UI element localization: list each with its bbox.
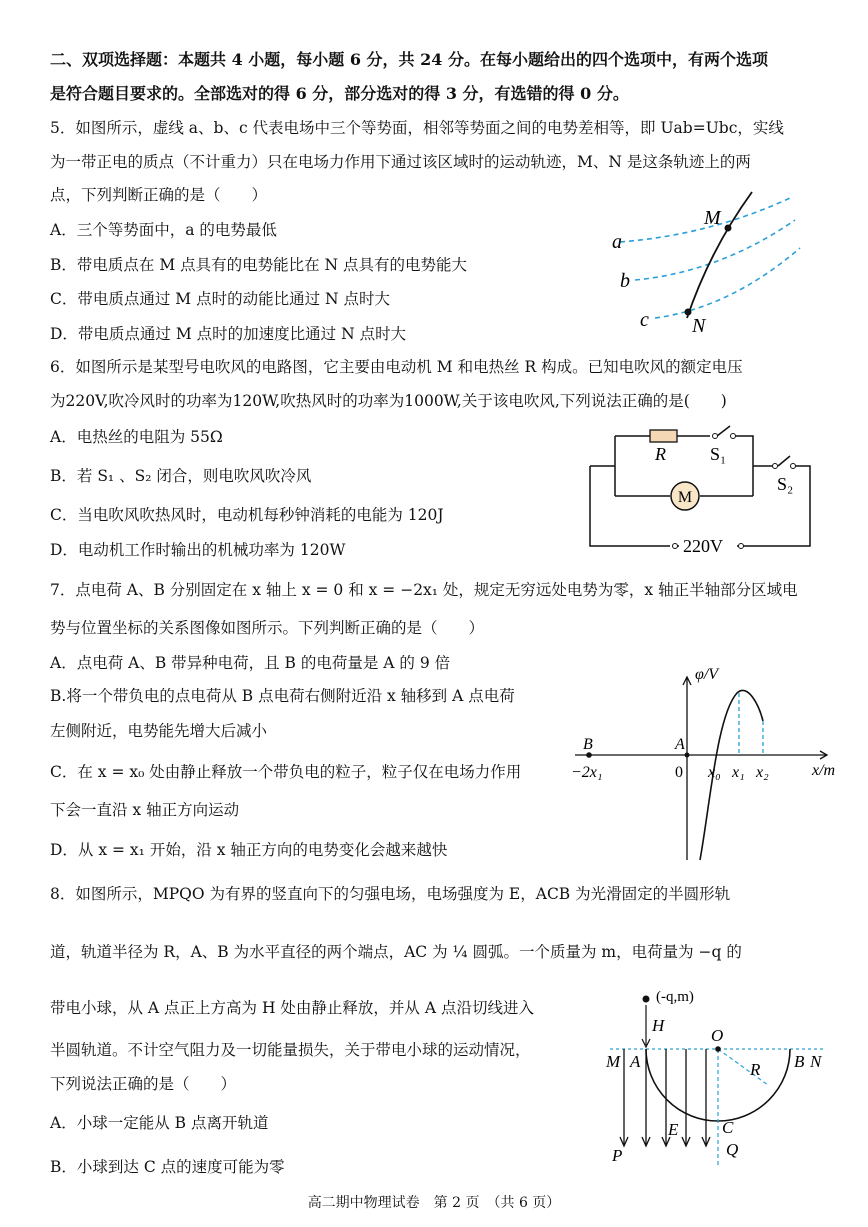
resistor-R <box>650 430 677 442</box>
q5-equipotential-figure <box>600 190 810 340</box>
q8-stem-line3: 带电小球，从 A 点正上方高为 H 处由静止释放，并从 A 点沿切线进入 <box>50 999 534 1017</box>
label-Q: Q <box>726 1140 739 1159</box>
q7-option-d: D．从 x = x₁ 开始，沿 x 轴正方向的电势变化会越来越快 <box>50 841 448 859</box>
label-charge-mass: (-q,m) <box>656 989 694 1005</box>
label-O: O <box>711 1026 724 1045</box>
q5-option-b: B．带电质点在 M 点具有的电势能比在 N 点具有的电势能大 <box>50 256 468 274</box>
q5-option-a: A．三个等势面中，a 的电势最低 <box>50 221 277 239</box>
switch-s2 <box>778 456 790 466</box>
label-x2: x₂ <box>756 764 769 781</box>
q7-stem-line2: 势与位置坐标的关系图像如图所示。下列判断正确的是（ ） <box>50 619 485 637</box>
center-O <box>715 1046 721 1052</box>
q7-option-c-line1: C．在 x = x₀ 处由静止释放一个带负电的粒子，粒子仅在电场力作用 <box>50 763 522 781</box>
label-b: b <box>620 270 630 292</box>
label-E: E <box>668 1120 679 1139</box>
q6-stem-line2: 为220V,吹冷风时的功率为120W,吹热风时的功率为1000W,关于该电吹风,下列说法正确的是( ) <box>50 392 727 410</box>
q7-option-b-line1: B.将一个带负电的点电荷从 B 点电荷右侧附近沿 x 轴移到 A 点电荷 <box>50 687 515 705</box>
label-phi: φ/V <box>695 666 719 683</box>
q6-option-c: C．当电吹风吹热风时，电动机每秒钟消耗的电能为 120J <box>50 506 444 524</box>
q5-option-c: C．带电质点通过 M 点时的动能比通过 N 点时大 <box>50 290 391 308</box>
q7-option-a: A．点电荷 A、B 带异种电荷，且 B 的电荷量是 A 的 9 倍 <box>50 654 451 672</box>
point-A <box>685 753 690 758</box>
label-R: R <box>655 444 666 464</box>
q7-potential-graph <box>565 665 845 865</box>
q8-stem-line2: 道，轨道半径为 R，A、B 为水平直径的两个端点，AC 为 ¼ 圆弧。一个质量为 m，电荷量为 −q 的 <box>50 943 742 961</box>
section-title-line1: 二、双项选择题：本题共 4 小题，每小题 6 分，共 24 分。在每小题给出的四个选项中，有两个选项 <box>50 50 768 69</box>
point-M <box>725 225 732 232</box>
q5-stem-line1: 5．如图所示，虚线 a、b、c 代表电场中三个等势面，相邻等势面之间的电势差相等，即 Uab=Ubc，实线 <box>50 119 784 137</box>
q8-stem-line5: 下列说法正确的是（ ） <box>50 1075 237 1093</box>
q6-stem-line1: 6．如图所示是某型号电吹风的电路图，它主要由电动机 M 和电热丝 R 构成。已知电吹风的额定电压 <box>50 358 743 376</box>
q6-option-b: B．若 S₁ 、S₂ 闭合，则电吹风吹冷风 <box>50 467 312 485</box>
q8-stem-line4: 半圆轨道。不计空气阻力及一切能量损失，关于带电小球的运动情况， <box>50 1041 531 1059</box>
section-title-line2: 是符合题目要求的。全部选对的得 6 分，部分选对的得 3 分，有选错的得 0 分。 <box>50 84 629 103</box>
radius-line <box>718 1049 768 1085</box>
q6-option-a: A．电热丝的电阻为 55Ω <box>50 428 223 446</box>
charged-ball <box>643 996 650 1003</box>
q8-field-figure <box>600 985 835 1175</box>
q8-option-a: A．小球一定能从 B 点离开轨道 <box>50 1114 269 1132</box>
label-H: H <box>652 1016 665 1035</box>
q7-stem-line1: 7．点电荷 A、B 分别固定在 x 轴上 x = 0 和 x = −2x₁ 处，规定无穷远处电势为零，x 轴正半轴部分区域电 <box>50 581 798 599</box>
label-x0: x₀ <box>708 764 721 781</box>
q5-option-d: D．带电质点通过 M 点时的加速度比通过 N 点时大 <box>50 325 407 343</box>
label-R: R <box>750 1060 761 1079</box>
label-M: M <box>704 207 721 229</box>
label-N: N <box>692 315 706 337</box>
label-S2: S₂ <box>777 474 794 494</box>
label-neg2x1: −2x₁ <box>571 764 603 781</box>
q8-option-b: B．小球到达 C 点的速度可能为零 <box>50 1158 285 1176</box>
label-0: 0 <box>675 764 683 781</box>
q7-option-c-line2: 下会一直沿 x 轴正方向运动 <box>50 801 240 819</box>
label-c: c <box>640 309 649 331</box>
label-B: B <box>583 736 593 753</box>
label-B: B <box>794 1052 805 1071</box>
label-A: A <box>675 736 685 753</box>
label-A: A <box>630 1052 641 1071</box>
label-a: a <box>612 231 622 253</box>
q6-circuit-figure <box>585 418 820 563</box>
switch-s1 <box>717 426 730 436</box>
q7-option-b-line2: 左侧附近，电势能先增大后减小 <box>50 722 268 740</box>
point-B <box>586 752 592 758</box>
label-motor: M <box>677 489 693 506</box>
q8-stem-line1: 8．如图所示，MPQO 为有界的竖直向下的匀强电场，电场强度为 E，ACB 为光滑固定的半圆形轨 <box>50 885 731 903</box>
q6-option-d: D．电动机工作时输出的机械功率为 120W <box>50 541 346 559</box>
label-S1: S₁ <box>710 444 727 464</box>
q5-stem-line3: 点，下列判断正确的是（ ） <box>50 186 268 204</box>
label-N: N <box>810 1052 822 1071</box>
label-x1: x₁ <box>732 764 745 781</box>
label-M: M <box>606 1052 621 1071</box>
page-footer: 高二期中物理试卷 第 2 页 （共 6 页） <box>307 1195 561 1211</box>
label-P: P <box>612 1146 623 1165</box>
point-N <box>685 309 692 316</box>
q5-stem-line2: 为一带正电的质点（不计重力）只在电场力作用下通过该区域时的运动轨迹，M、N 是这条轨迹上的两 <box>50 153 751 171</box>
label-C: C <box>722 1118 734 1137</box>
equipotential-c <box>655 248 800 318</box>
label-x: x/m <box>812 762 836 779</box>
label-220V: 220V <box>683 536 723 556</box>
